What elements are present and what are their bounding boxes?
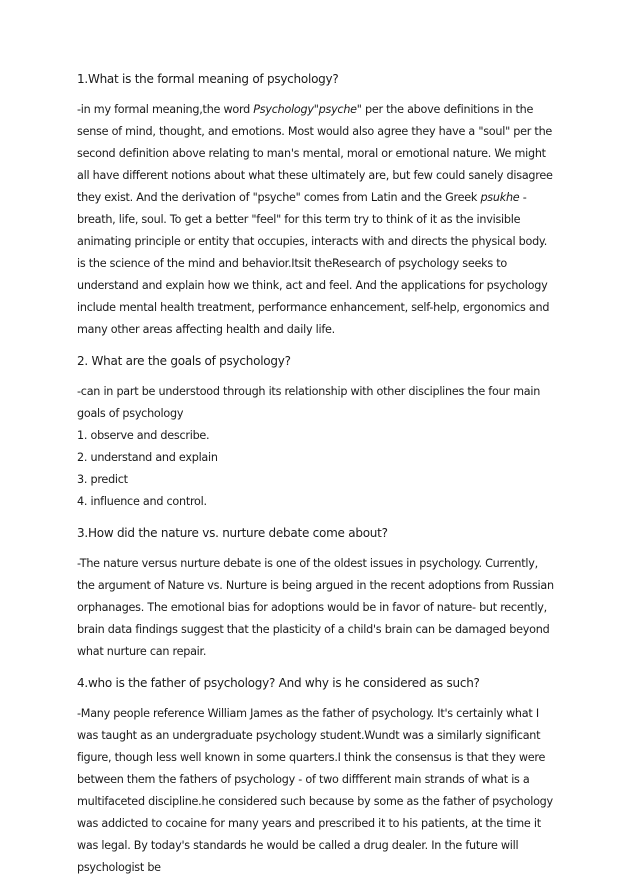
answer-1-term-psychology: Psychology"psyche"	[253, 103, 362, 116]
answer-1	[77, 99, 558, 341]
answer-1-term-psukhe: psukhe	[480, 191, 520, 204]
question-2: 2. What are the goals of psychology?	[77, 354, 291, 368]
answer-1-part-1: -in my formal meaning,the word	[77, 103, 254, 116]
goals-list	[77, 425, 558, 513]
answer-1-part-3: - breath, life, soul. To get a better "feel" for this term try to think of it as the invisible animating principle or entity that occupies, interacts with and directs the physical body. is the science of the mind and behavior.Itsit theResearch of psychology seeks to understand and explain how we think, act and feel. And the applications for psychology include mental health treatment, performance enhancement, self-help, ergonomics and many other areas affecting health and daily life.	[77, 191, 550, 336]
list-item: 1. observe and describe.	[77, 429, 210, 442]
question-3: 3.How did the nature vs. nurture debate come about?	[77, 526, 388, 540]
question-4: 4.who is the father of psychology? And why is he considered as such?	[77, 676, 480, 690]
answer-3: -The nature versus nurture debate is one of the oldest issues in psychology. Currently, the argument of Nature vs. Nurture is being argued in the recent adoptions from Russian orphanages. The emotional bias for adoptions would be in favor of nature- but recently, brain data findings suggest that the plasticity of a child's brain can be damaged beyond what nurture can repair.	[77, 557, 554, 658]
question-1: 1.What is the formal meaning of psychology?	[77, 72, 339, 86]
answer-2-intro: -can in part be understood through its relationship with other disciplines the four main goals of psychology	[77, 385, 541, 420]
answer-4: -Many people reference William James as the father of psychology. It's certainly what I was taught as an undergraduate psychology student.Wundt was a similarly significant figure, though less well known in some quarters.I think the consensus is that they were between them the fathers of psychology - of two diffferent main strands of what is a multifaceted discipline.he considered such because by some as the father of psychology was addicted to cocaine for many years and prescribed it to his patients, at the time it was legal. By today's standards he would be called a drug dealer. In the future will psychologist be	[77, 707, 553, 874]
answer-1-part-2: per the above definitions in the sense of mind, thought, and emotions. Most would also agree they have a "soul" per the second definition above relating to man's mental, moral or emotional nature. We might all have different notions about what these ultimately are, but few could sanely disagree they exist. And the derivation of "psyche" comes from Latin and the Greek	[77, 103, 553, 204]
list-item: 3. predict	[77, 473, 128, 486]
list-item: 4. influence and control.	[77, 495, 207, 508]
list-item: 2. understand and explain	[77, 451, 218, 464]
